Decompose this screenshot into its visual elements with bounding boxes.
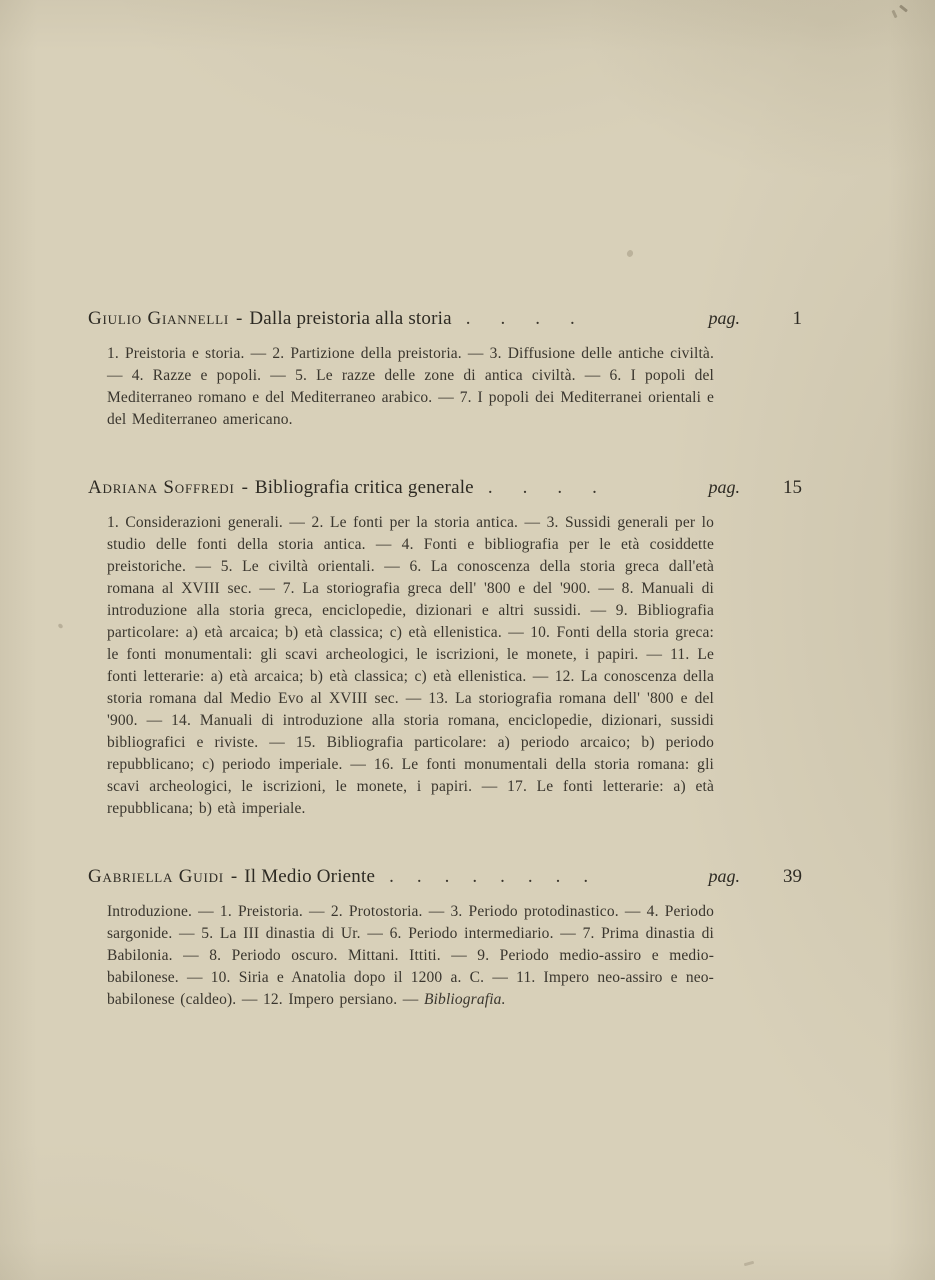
page-number: 1 <box>792 308 802 329</box>
author-title-separator: - <box>236 308 243 329</box>
dot-leader: .... <box>487 477 627 498</box>
scan-artifact <box>891 10 897 19</box>
chapter-title: Dalla preistoria alla storia <box>249 308 452 329</box>
dot-leader: .... <box>465 308 605 329</box>
page-label: pag. <box>708 477 740 497</box>
toc-entry <box>88 866 802 1011</box>
scan-artifact <box>744 1261 754 1266</box>
page-label: pag. <box>708 308 740 328</box>
chapter-summary <box>107 901 714 1011</box>
author-title-separator: - <box>230 866 238 887</box>
page-label: pag. <box>708 866 740 886</box>
toc-entry-heading <box>88 308 802 330</box>
dot-leader: ........ <box>389 866 612 887</box>
chapter-summary <box>107 343 714 431</box>
author-name: Adriana Soffredi <box>88 477 235 498</box>
scan-artifact <box>57 623 63 629</box>
toc-entry <box>88 308 802 431</box>
chapter-title: Bibliografia critica generale <box>254 477 474 498</box>
chapter-title: Il Medio Oriente <box>244 866 376 887</box>
toc-entry <box>88 477 802 820</box>
chapter-summary-text: 1. Preistoria e storia. — 2. Partizione della preistoria. — 3. Diffusione delle antiche civiltà. — 4. Razze e popoli. — 5. Le razze delle zone di antica civiltà. — 6. I popoli del Mediterraneo romano e del Mediterraneo arabico. — 7. I popoli dei Mediterranei orientali e del Mediterraneo americano. <box>107 345 714 428</box>
page-number: 15 <box>783 477 802 498</box>
author-name: Giulio Giannelli <box>88 308 230 329</box>
toc-entry-heading <box>88 866 802 888</box>
toc-entry-heading <box>88 477 802 499</box>
chapter-summary-italic: Bibliografia. <box>423 991 506 1008</box>
chapter-summary-text: Introduzione. — 1. Preistoria. — 2. Protostoria. — 3. Periodo protodinastico. — 4. Periodo sargonide. — 5. La III dinastia di Ur. — 6. Periodo intermediario. — 7. Prima dinastia di Babilonia. — 8. Periodo oscuro. Mittani. Ittiti. — 9. Periodo medio-assiro e medio-babilonese. — 10. Siria e Anatolia dopo il 1200 a. C. — 11. Impero neo-assiro e neo-babilonese (caldeo). — 12. Impero persiano. — <box>107 903 714 1008</box>
chapter-summary-text: 1. Considerazioni generali. — 2. Le fonti per la storia antica. — 3. Sussidi generali per lo studio delle fonti della storia antica. — 4. Fonti e bibliografia per le età cosiddette preistoriche. — 5. Le civiltà orientali. — 6. La conoscenza della storia greca dall'età romana al XVIII sec. — 7. La storiografia greca dell' '800 e del '900. — 8. Manuali di introduzione alla storia greca, enciclopedie, dizionari e altri sussidi. — 9. Bibliografia particolare: a) età arcaica; b) età classica; c) età ellenistica. — 10. Fonti della storia greca: le fonti monumentali: gli scavi archeologici, le iscrizioni, le monete, i papiri. — 11. Le fonti letterarie: a) età arcaica; b) età classica; c) età ellenistica. — 12. La conoscenza della storia romana dal Medio Evo al XVIII sec. — 13. La storiografia romana dell' '800 e del '900. — 14. Manuali di introduzione alla storia romana, enciclopedie, dizionari, sussidi bibliografici e riviste. — 15. Bibliografia particolare: a) periodo arcaico; b) periodo repubblicano; c) periodo imperiale. — 16. Le fonti monumentali della storia romana: gli scavi archeologici, le iscrizioni, le monete, i papiri. — 17. Le fonti letterarie: a) età repubblicana; b) età imperiale. <box>107 514 714 817</box>
page-number: 39 <box>783 866 802 887</box>
chapter-summary <box>107 512 714 820</box>
scan-artifact <box>626 249 634 258</box>
table-of-contents <box>88 308 802 1057</box>
scan-artifact <box>899 5 908 13</box>
author-title-separator: - <box>241 477 248 498</box>
author-name: Gabriella Guidi <box>88 866 224 887</box>
